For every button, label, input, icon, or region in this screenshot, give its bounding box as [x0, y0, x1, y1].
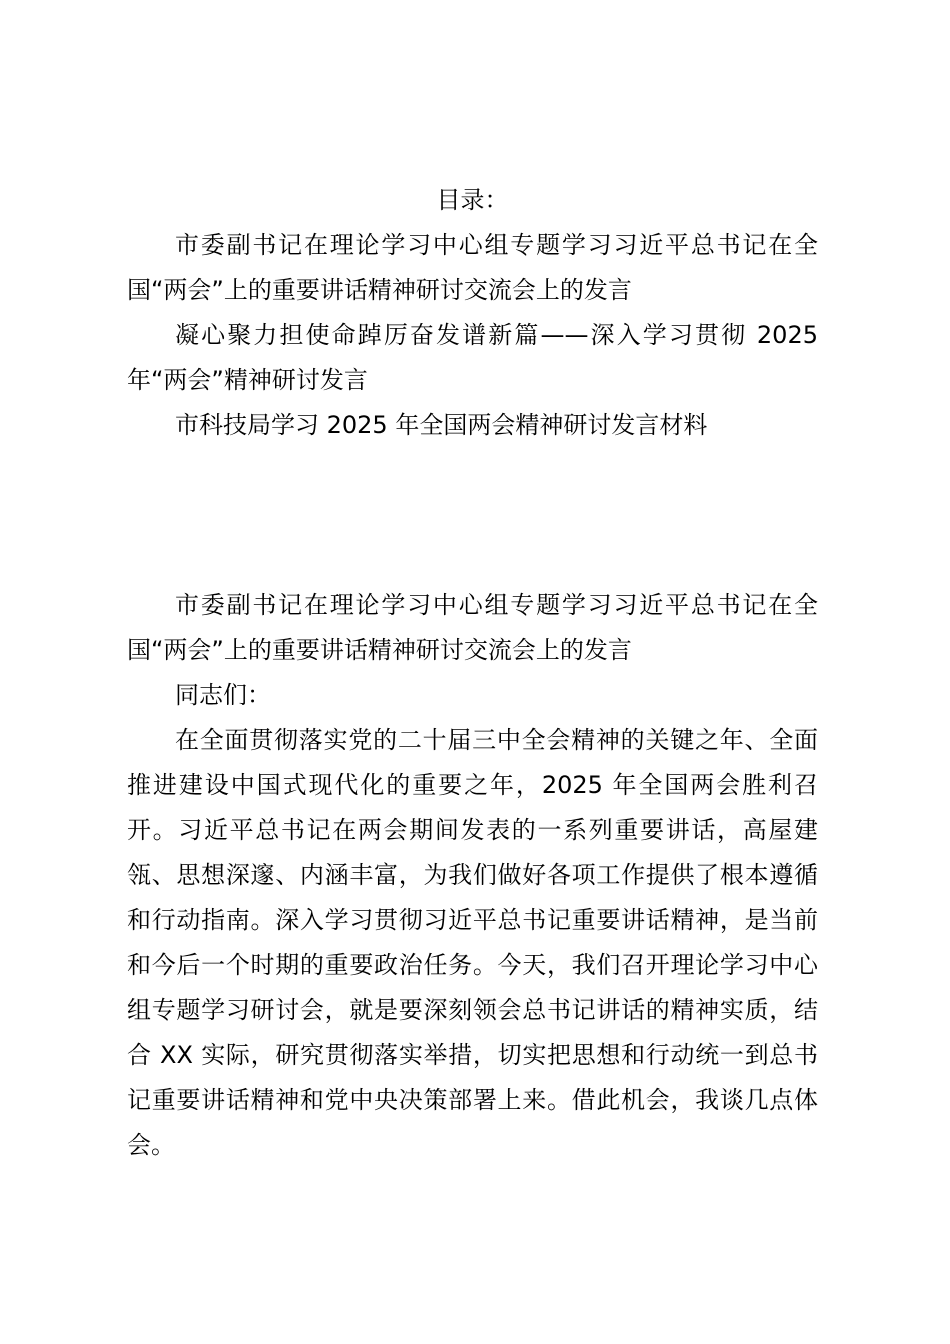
- toc-item: 市科技局学习 2025 年全国两会精神研讨发言材料: [175, 411, 708, 439]
- salutation: 同志们：: [175, 681, 271, 709]
- toc-item: 市委副书记在理论学习中心组专题学习习近平总书记在全国“两会”上的重要讲话精神研讨交流会上的发言: [127, 231, 818, 304]
- document-body: [127, 178, 818, 1168]
- article-title: 市委副书记在理论学习中心组专题学习习近平总书记在全国“两会”上的重要讲话精神研讨交流会上的发言: [127, 591, 818, 664]
- section-spacer: [127, 448, 818, 583]
- toc-item: 凝心聚力担使命踔厉奋发谱新篇——深入学习贯彻 2025 年“两会”精神研讨发言: [127, 321, 818, 394]
- body-paragraph: 在全面贯彻落实党的二十届三中全会精神的关键之年、全面推进建设中国式现代化的重要之年，2025 年全国两会胜利召开。习近平总书记在两会期间发表的一系列重要讲话，高屋建瓴、思想深邃、内涵丰富，为我们做好各项工作提供了根本遵循和行动指南。深入学习贯彻习近平总书记重要讲话精神，是当前和今后一个时期的重要政治任务。今天，我们召开理论学习中心组专题学习研讨会，就是要深刻领会总书记讲话的精神实质，结合 XX 实际，研究贯彻落实举措，切实把思想和行动统一到总书记重要讲话精神和党中央决策部署上来。借此机会，我谈几点体会。: [127, 726, 818, 1159]
- toc-heading: 目录：: [436, 186, 509, 214]
- table-of-contents: [127, 223, 818, 448]
